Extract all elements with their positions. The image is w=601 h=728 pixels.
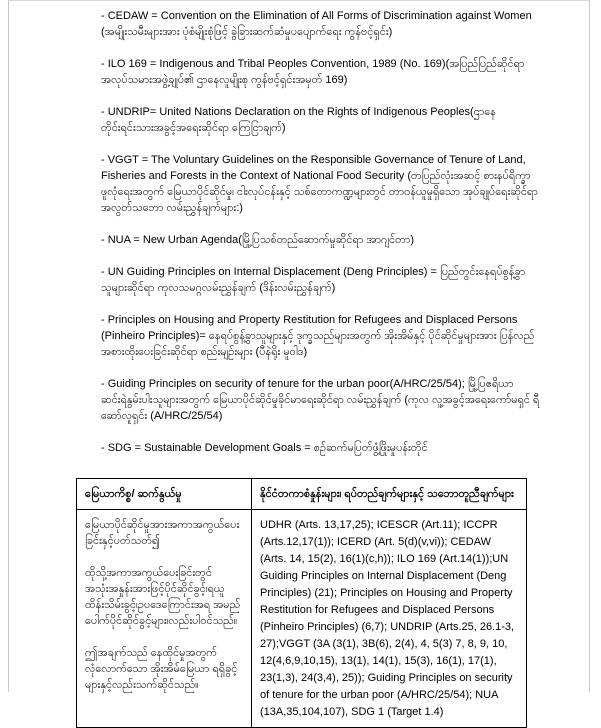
table-header-international-standards: နိုင်ငံတကာစံနှုန်းများ၊ ရပ်တည်ချက်များနှင့် သဘောတူညီချက်များ <box>252 479 527 510</box>
definition-sdg: - SDG = Sustainable Development Goals = စဉ်ဆက်မပြတ်ဖွံ့ဖြိုးမှုပန်းတိုင် <box>101 442 428 454</box>
definition-pinheiro-principles: - Principles on Housing and Property Restitution for Refugees and Displaced Persons (Pinheiro Principles)= နေရပ်စွန့်ခွာသူများနှင့် ဒုက္ခသည်များအတွက် အိုးအိမ်နှင့် ပိုင်ဆိုင်မှုများအား ပြန်လည်အစားထိုးပေးခြင်းဆိုင်ရာ စည်းမျဉ်းများ (ပီနဲရိုး မူဝါဒ) <box>101 314 535 358</box>
definition-undrip: - UNDRIP= United Nations Declaration on the Rights of Indigenous Peoples(ဌာနေတိုင်းရင်းသားအခွင့်အရေးဆိုင်ရာ ကြေငြာချက်) <box>101 106 496 134</box>
land-standards-table <box>76 478 527 728</box>
document-content <box>9 1 589 728</box>
table-row <box>77 510 527 728</box>
definition-nua: - NUA = New Urban Agenda(မြို့ပြသစ်တည်ဆောက်မှုဆိုင်ရာ အာဂျင်တာ) <box>101 234 415 246</box>
definition-deng-principles: - UN Guiding Principles on Internal Displacement (Deng Principles) = ပြည်တွင်းနေရပ်စွန့်ခွာသူများဆိုင်ရာ ကုလသမဂ္ဂလမ်းညွှန်ချက် (ဒိန်းလမ်းညွှန်ချက်) <box>101 266 526 294</box>
document-page <box>8 0 590 718</box>
land-issue-paragraph: ထိုသို့အကာအကွယ်ပေးခြင်းတွင် အသုံးအနှုန်းအားဖြင့်ပိုင်ဆိုင်ခွင့်၊ရယူထိန်းသိမ်းခွင့်၊ဥပဒေကြောင်းအရ အမည်ပေါက်ပိုင်ဆိုင်ခွင့်များ၊လည်းပါဝင်သည်။ <box>85 567 241 627</box>
definition-vggt: - VGGT = The Voluntary Guidelines on the Responsible Governance of Tenure of Land, Fisheries and Forests in the Context of National Food Security (တပြည်လုံးအဆင့် စားနပ်ရိက္ခာဖူလုံရေးအတွက် မြေယာပိုင်ဆိုင်မှု၊ ငါးလုပ်ငန်းနှင့် သစ်တောကဏ္ဍများတွင် တာဝန်ယူမှုရှိသော အုပ်ချုပ်ရေးဆိုင်ရာ အလွတ်သဘော လမ်းညွှန်ချက်များ:) <box>101 154 538 214</box>
definition-urban-poor-tenure: - Guiding Principles on security of tenure for the urban poor(A/HRC/25/54); မြို့ပြဧရိယာ ဆင်းရဲနွမ်းပါးသူများအတွက် မြေယာပိုင်ဆိုင်မှုခိုင်မာရေးဆိုင်ရာ လမ်းညွှန်ချက် (ကုလ လူ့အခွင့်အရေးကော်မရှင် ရီဆော်လူရှင်း (A/HRC/25/54) <box>101 378 540 422</box>
definition-ilo-169: - ILO 169 = Indigenous and Tribal Peoples Convention, 1989 (No. 169)(အပြည်ပြည်ဆိုင်ရာ အလုပ်သမားအဖွဲ့ချုပ်၏ ဌာနေလူမျိုးစု ကွန်ဗင့်ရှင်းအမှတ် 169) <box>101 58 525 86</box>
table-header-row <box>77 479 527 510</box>
table-header-land-issue: မြေယာကိစ္စ/ ဆက်နွယ်မှု <box>77 479 252 510</box>
land-issue-paragraph: မြေယာပိုင်ဆိုင်မှုအားအကာအကွယ်ပေးခြင်းနှင့်ပတ်သတ်၍ <box>85 519 240 547</box>
definition-cedaw: - CEDAW = Convention on the Elimination of All Forms of Discrimination against Women (အမျိုးသမီးများအား ပုံစံမျိုးစုံဖြင့် ခွဲခြားဆက်ဆံမှုပပျောက်ရေး ကွန်ဗင့်ရှင်း) <box>101 10 532 38</box>
table-cell-standards: UDHR (Arts. 13,17,25); ICESCR (Art.11); ICCPR (Arts.12,17(1)); ICERD (Art. 5(d)(v,vi)); CEDAW (Arts. 14, 15(2), 16(1)(c,h)); ILO 169 (Art.14(1));UN Guiding Principles on Internal Displacement (Deng Principles) (21); Principles on Housing and Property Restitution for Refugees and Displaced Persons (Pinheiro Principles) (6,7); UNDRIP (Arts.25, 26.1-3, 27);VGGT (3A (3(1), 3B(6), 2(4), 4, 5(3) 7, 8, 9, 10, 12(4,6,9,10,15), 13(1), 14(1), 15(3), 16(1), 17(1), 23(1,3), 24(3,4), 25)); Guiding Principles on security of tenure for the urban poor (A/HRC/25/54); NUA (13A,35,104,107), SDG 1 (Target 1.4) <box>252 510 527 728</box>
table-cell-land-issue <box>77 510 252 728</box>
land-issue-paragraph: ဤအချက်သည် နေထိုင်မှုအတွက် လုံလောက်သော အိုးအိမ်မြေယာ ရရှိခွင့်များနှင့်လည်းသက်ဆိုင်သည်။ <box>85 647 238 691</box>
